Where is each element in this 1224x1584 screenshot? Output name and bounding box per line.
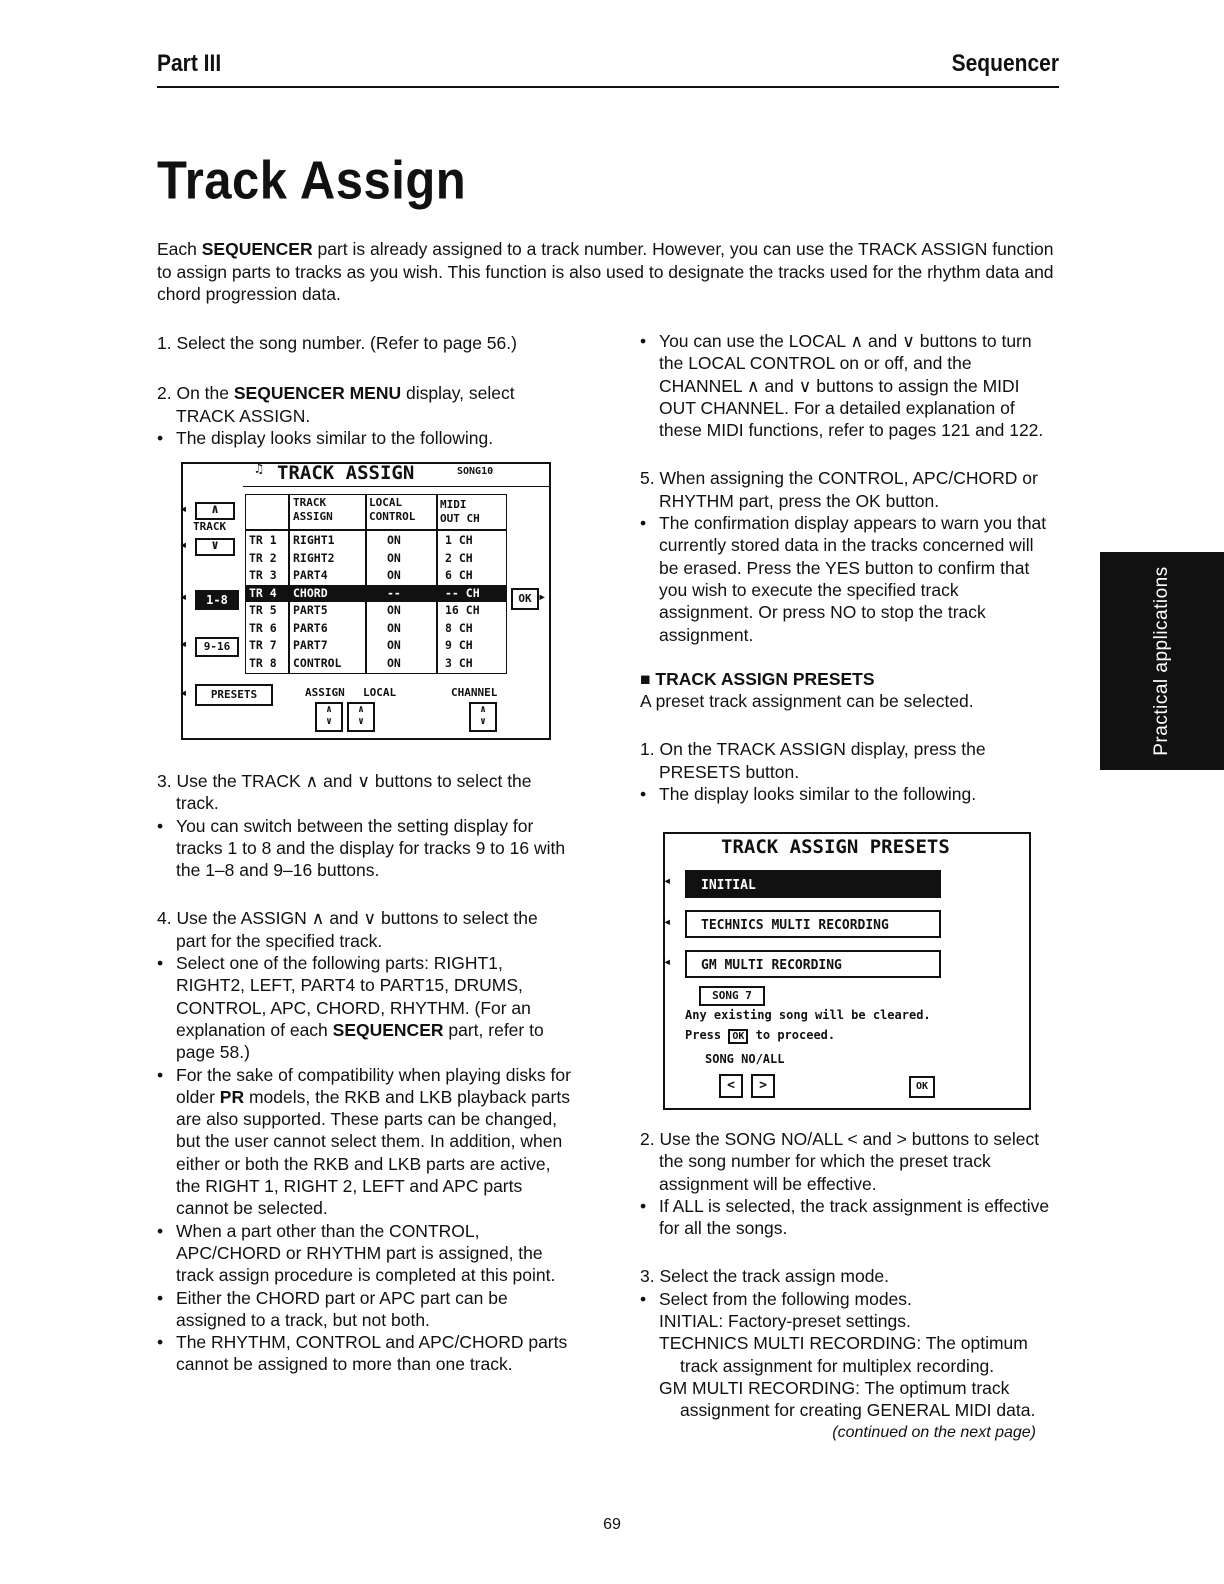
mode-gm: GM MULTI RECORDING: The optimum track assignment for creating GENERAL MIDI data. [659, 1377, 1036, 1421]
row-part[interactable]: CONTROL [293, 655, 342, 670]
row-track[interactable]: TR 1 [249, 533, 277, 547]
preset-step-3: 3. Select the track assign mode. [640, 1266, 890, 1287]
step-4-bullet-5: • The RHYTHM, CONTROL and APC/CHORD parts cannot be assigned to more than one track. [157, 1331, 572, 1376]
col-track-assign: TRACK ASSIGN [293, 496, 333, 523]
row-channel[interactable]: 6 CH [445, 568, 473, 582]
row-part[interactable]: PART7 [293, 638, 328, 652]
preset-technics-multi[interactable]: TECHNICS MULTI RECORDING [685, 910, 941, 938]
row-track[interactable]: TR 7 [249, 638, 277, 652]
song-box: SONG 7 [699, 986, 765, 1006]
lcd-song: SONG10 [457, 466, 494, 477]
row-channel[interactable]: -- CH [445, 585, 480, 600]
row-local[interactable]: -- [387, 585, 401, 600]
presets-intro: A preset track assignment can be selected. [640, 691, 974, 712]
triangle-left-icon: ◂ [663, 914, 672, 930]
step-3-bullet: • You can switch between the setting display for tracks 1 to 8 and the display for tracks 9 to 16 with the 1–8 and 9–16 buttons. [157, 815, 572, 882]
row-channel[interactable]: 1 CH [445, 533, 473, 547]
row-local[interactable]: ON [387, 603, 401, 617]
col-local-control: LOCAL CONTROL [369, 496, 416, 523]
row-local[interactable]: ON [387, 568, 401, 582]
channel-label: CHANNEL [451, 686, 498, 699]
page-number: 69 [603, 1516, 621, 1533]
left-column [157, 332, 572, 449]
assign-updown-button[interactable]: ∧ ∨ [315, 702, 343, 732]
preset-initial[interactable]: INITIAL [685, 870, 941, 898]
triangle-left-icon: ◂ [179, 501, 188, 517]
track-assign-display [181, 462, 551, 740]
triangle-right-icon: ▸ [538, 589, 547, 605]
preset-gm-multi[interactable]: GM MULTI RECORDING [685, 950, 941, 978]
continued-note: (continued on the next page) [832, 1423, 1036, 1441]
row-local[interactable]: ON [387, 620, 401, 635]
row-local[interactable]: ON [387, 550, 401, 565]
row-channel[interactable]: 8 CH [445, 620, 473, 635]
presets-button[interactable]: PRESETS [195, 684, 273, 706]
ok-button[interactable]: OK [909, 1076, 935, 1098]
mode-initial: INITIAL: Factory-preset settings. [659, 1311, 911, 1332]
ok-button[interactable]: OK [511, 588, 539, 610]
row-track[interactable]: TR 5 [249, 603, 277, 617]
step-2-bullet: • The display looks similar to the following. [157, 427, 572, 449]
mode-technics: TECHNICS MULTI RECORDING: The optimum track assignment for multiplex recording. [659, 1333, 1028, 1376]
lcd-title: TRACK ASSIGN [277, 462, 415, 484]
local-label: LOCAL [363, 686, 397, 699]
row-track[interactable]: TR 8 [249, 655, 277, 670]
step-5-bullet: • The confirmation display appears to warn you that currently stored data in the tracks concerned will be erased. Press the YES button to confirm that you wish to execute the specified track assignment. Or press NO to stop the track assignment. [640, 512, 1056, 646]
side-tab: Practical applications [1100, 552, 1224, 770]
preset-step-2-bullet: • If ALL is selected, the track assignment is effective for all the songs. [640, 1195, 1056, 1240]
row-part[interactable]: PART5 [293, 603, 328, 617]
triangle-left-icon: ◂ [663, 873, 672, 889]
triangle-left-icon: ◂ [179, 537, 188, 553]
page-title: Track Assign [157, 151, 467, 211]
row-local[interactable]: ON [387, 638, 401, 652]
warning-line-2: Press OK to proceed. [685, 1028, 836, 1042]
track-up-button[interactable]: ∧ [195, 502, 235, 520]
song-next-button[interactable]: > [751, 1074, 775, 1098]
row-channel[interactable]: 3 CH [445, 655, 473, 670]
preset-step-3-bullet: • Select from the following modes. [640, 1288, 1056, 1310]
row-channel[interactable]: 16 CH [445, 603, 480, 617]
row-channel[interactable]: 2 CH [445, 550, 473, 565]
presets-display [663, 832, 1031, 1110]
music-note-icon: ♫ [255, 462, 263, 477]
triangle-left-icon: ◂ [179, 685, 188, 701]
row-track[interactable]: TR 6 [249, 620, 277, 635]
local-updown-button[interactable]: ∧ ∨ [347, 702, 375, 732]
row-part[interactable]: RIGHT2 [293, 550, 335, 565]
track-label: TRACK [193, 520, 227, 533]
channel-updown-button[interactable]: ∧ ∨ [469, 702, 497, 732]
tracks-9-16-button[interactable]: 9-16 [195, 637, 239, 657]
warning-line-1: Any existing song will be cleared. [685, 1008, 931, 1022]
triangle-left-icon: ◂ [179, 636, 188, 652]
step-5: 5. When assigning the CONTROL, APC/CHORD or RHYTHM part, press the OK button. [640, 468, 1038, 511]
step-4-bullet-1: • Select one of the following parts: RIGHT1, RIGHT2, LEFT, PART4 to PART15, DRUMS, CONTROL, APC, CHORD, RHYTHM. (For an explanation of each SEQUENCER part, refer to page 58.) [157, 952, 572, 1063]
right-column-lower [640, 1128, 1056, 1444]
section-label: Sequencer [951, 50, 1059, 77]
row-local[interactable]: ON [387, 655, 401, 670]
preset-step-1: 1. On the TRACK ASSIGN display, press the PRESETS button. [640, 739, 986, 782]
triangle-left-icon: ◂ [179, 589, 188, 605]
step-1: 1. Select the song number. (Refer to page 56.) [157, 333, 517, 353]
step-2: 2. On the SEQUENCER MENU display, select TRACK ASSIGN. [157, 383, 515, 426]
row-channel[interactable]: 9 CH [445, 638, 473, 652]
header-rule [157, 86, 1059, 88]
track-down-button[interactable]: ∨ [195, 538, 235, 556]
right-column [640, 330, 1056, 805]
assign-label: ASSIGN [305, 686, 345, 699]
part-label: Part III [157, 50, 222, 77]
preset-step-2: 2. Use the SONG NO/ALL < and > buttons to select the song number for which the preset track assignment will be effective. [640, 1129, 1040, 1194]
row-track[interactable]: TR 2 [249, 550, 277, 565]
row-part[interactable]: PART6 [293, 620, 328, 635]
row-track[interactable]: TR 4 [249, 585, 277, 600]
tracks-1-8-button[interactable]: 1-8 [195, 590, 239, 610]
row-local[interactable]: ON [387, 533, 401, 547]
left-column-lower [157, 770, 572, 1376]
row-part[interactable]: CHORD [293, 585, 328, 600]
col-midi-out: MIDI OUT CH [440, 498, 480, 525]
step-4-bullet-3: • When a part other than the CONTROL, APC/CHORD or RHYTHM part is assigned, the track assign procedure is completed at this point. [157, 1220, 572, 1287]
presets-heading: ■ TRACK ASSIGN PRESETS [640, 668, 875, 689]
row-part[interactable]: PART4 [293, 568, 328, 582]
presets-title: TRACK ASSIGN PRESETS [721, 836, 950, 858]
step-4-bullet-4: • Either the CHORD part or APC part can be assigned to a track, but not both. [157, 1287, 572, 1332]
step-4-bullet-2: • For the sake of compatibility when playing disks for older PR models, the RKB and LKB playback parts are also supported. These parts can be changed, but the user cannot select them. In addition, when either or both the RKB and LKB parts are active, the RIGHT 1, RIGHT 2, LEFT and APC parts cannot be selected. [157, 1064, 572, 1220]
local-channel-bullet: • You can use the LOCAL ∧ and ∨ buttons to turn the LOCAL CONTROL on or off, and the CHANNEL ∧ and ∨ buttons to assign the MIDI OUT CHANNEL. For a detailed explanation of these MIDI functions, refer to pages 121 and 122. [640, 330, 1056, 441]
step-4: 4. Use the ASSIGN ∧ and ∨ buttons to select the part for the specified track. [157, 908, 538, 951]
song-prev-button[interactable]: < [719, 1074, 743, 1098]
row-track[interactable]: TR 3 [249, 568, 277, 582]
preset-step-1-bullet: • The display looks similar to the following. [640, 783, 1056, 805]
row-part[interactable]: RIGHT1 [293, 533, 335, 547]
intro-paragraph: Each SEQUENCER part is already assigned to a track number. However, you can use the TRACK ASSIGN function to assign parts to tracks as you wish. This function is also used to designate the tracks used for the rhythm data and chord progression data. [157, 239, 1054, 304]
step-3: 3. Use the TRACK ∧ and ∨ buttons to select the track. [157, 771, 532, 814]
triangle-left-icon: ◂ [663, 954, 672, 970]
song-no-all-label: SONG NO/ALL [705, 1052, 785, 1066]
